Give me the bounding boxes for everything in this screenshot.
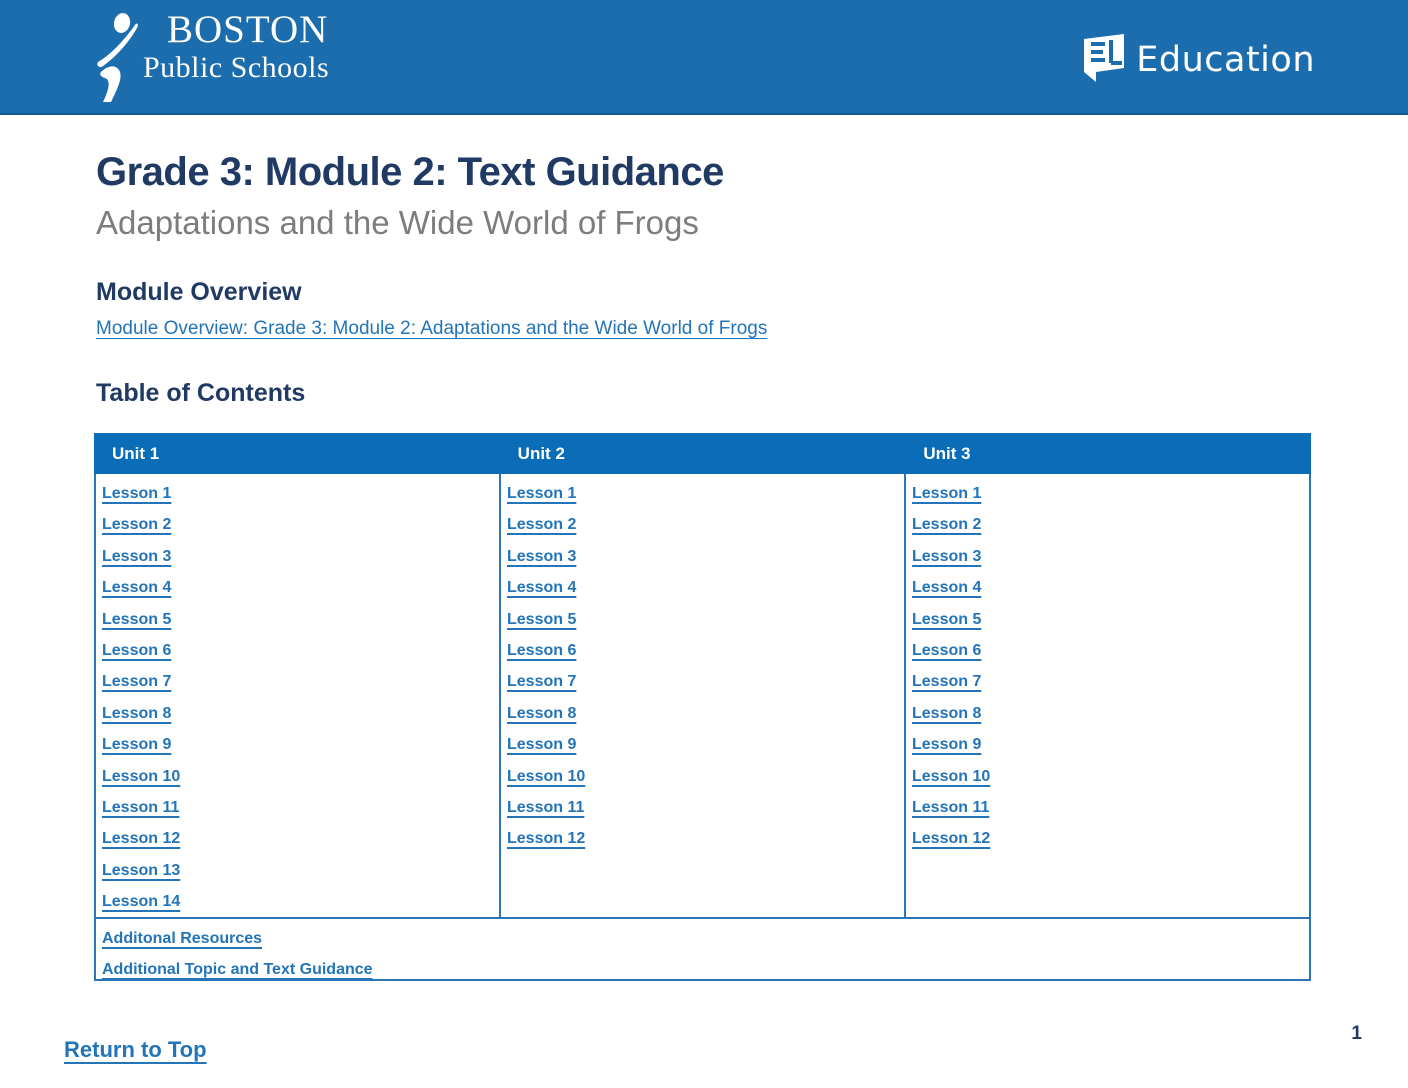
bps-logo-line2: Public Schools: [143, 51, 330, 84]
lesson-link[interactable]: Lesson 4: [507, 579, 577, 597]
lesson-link[interactable]: Lesson 3: [102, 547, 172, 565]
lesson-link[interactable]: Lesson 5: [102, 610, 172, 628]
page-number: 1: [1351, 1023, 1362, 1044]
lesson-link[interactable]: Lesson 4: [912, 579, 982, 597]
lesson-link[interactable]: Lesson 1: [507, 485, 577, 502]
lesson-link[interactable]: Lesson 6: [102, 642, 172, 660]
lesson-link[interactable]: Lesson 13: [102, 861, 181, 879]
lesson-link[interactable]: Lesson 7: [912, 673, 982, 691]
header-banner: [0, 0, 1408, 115]
page-title: Grade 3: Module 2: Text Guidance: [96, 150, 724, 194]
lesson-link[interactable]: Lesson 12: [507, 830, 586, 848]
unit-1-header: Unit 1: [112, 444, 160, 463]
lesson-link[interactable]: Lesson 3: [912, 547, 982, 565]
lesson-link[interactable]: Lesson 11: [507, 799, 585, 817]
lesson-link[interactable]: Lesson 6: [507, 642, 577, 660]
bps-logo-text: [143, 10, 329, 86]
lesson-link[interactable]: Lesson 11: [102, 799, 180, 817]
lesson-link[interactable]: Lesson 6: [912, 642, 982, 660]
lesson-link[interactable]: Lesson 2: [102, 516, 172, 534]
bps-logo: [95, 10, 329, 109]
lesson-link[interactable]: Lesson 4: [102, 579, 172, 597]
bps-logo-line1: BOSTON: [167, 8, 329, 51]
lesson-link[interactable]: Lesson 5: [507, 610, 577, 628]
toc-footer-link[interactable]: Additional Topic and Text Guidance: [102, 961, 373, 979]
lesson-link[interactable]: Lesson 10: [912, 767, 991, 785]
toc-heading: Table of Contents: [96, 379, 306, 407]
unit-2-lessons: [499, 474, 904, 917]
lesson-link[interactable]: Lesson 11: [912, 799, 990, 817]
toc-header-row: [94, 433, 1311, 474]
lesson-link[interactable]: Lesson 9: [102, 736, 172, 754]
lesson-link[interactable]: Lesson 14: [102, 893, 181, 911]
module-overview-link[interactable]: Module Overview: Grade 3: Module 2: Adaptations and the Wide World of Frogs: [96, 318, 768, 339]
page-subtitle: Adaptations and the Wide World of Frogs: [96, 204, 699, 241]
unit-1-lessons: [96, 474, 499, 917]
lesson-link[interactable]: Lesson 12: [912, 830, 991, 848]
lesson-link[interactable]: Lesson 9: [507, 736, 577, 754]
el-logo-text: Education: [1136, 39, 1315, 80]
lesson-link[interactable]: Lesson 9: [912, 736, 982, 754]
toc-footer-row: [94, 917, 1311, 981]
lesson-link[interactable]: Lesson 3: [507, 547, 577, 565]
lesson-link[interactable]: Lesson 1: [912, 485, 982, 502]
unit-3-lessons: [904, 474, 1309, 917]
toc-footer-link[interactable]: Additonal Resources: [102, 930, 263, 947]
lesson-link[interactable]: Lesson 7: [102, 673, 172, 691]
lesson-link[interactable]: Lesson 8: [102, 704, 172, 722]
lesson-link[interactable]: Lesson 2: [912, 516, 982, 534]
el-flag-icon: [1082, 32, 1126, 87]
return-to-top-link[interactable]: Return to Top: [64, 1037, 207, 1062]
lesson-link[interactable]: Lesson 12: [102, 830, 181, 848]
lesson-link[interactable]: Lesson 8: [507, 704, 577, 722]
module-overview-heading: Module Overview: [96, 278, 302, 306]
lesson-link[interactable]: Lesson 5: [912, 610, 982, 628]
lesson-link[interactable]: Lesson 2: [507, 516, 577, 534]
el-education-logo: [1082, 32, 1315, 87]
lesson-link[interactable]: Lesson 8: [912, 704, 982, 722]
unit-2-header: Unit 2: [517, 444, 565, 463]
lesson-link[interactable]: Lesson 7: [507, 673, 577, 691]
toc-body: [94, 474, 1311, 917]
toc-table: [94, 433, 1311, 981]
lesson-link[interactable]: Lesson 10: [507, 767, 586, 785]
lesson-link[interactable]: Lesson 1: [102, 485, 172, 502]
unit-3-header: Unit 3: [923, 444, 971, 463]
bps-figure-icon: [95, 12, 141, 109]
lesson-link[interactable]: Lesson 10: [102, 767, 181, 785]
